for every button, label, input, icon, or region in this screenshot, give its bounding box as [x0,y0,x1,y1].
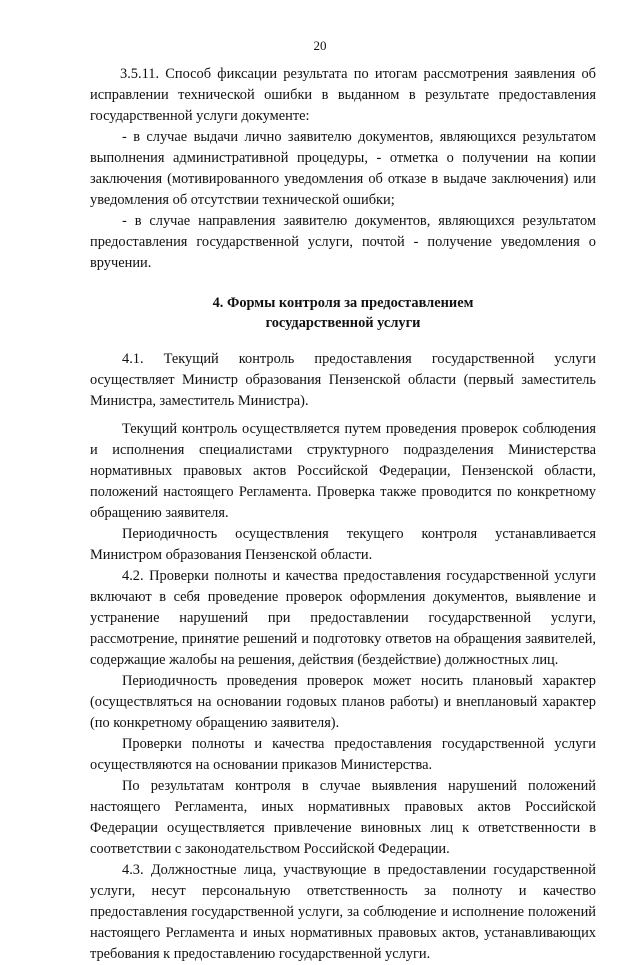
paragraph-4-2: 4.2. Проверки полноты и качества предоставления государственной услуги включают в себя проведение проверок оформления документов, выявление и устранение нарушений при предоставлении государственной услуги, рассмотрение, принятие решений и подготовку ответов на обращения заявителей, содержащие жалобы на решения, действия (бездействие) должностных лиц. [90,568,596,668]
section-heading-line-2: государственной услуги [265,315,421,331]
section-heading-line-1: 4. Формы контроля за предоставлением [212,295,474,311]
paragraph-3-5-11: 3.5.11. Способ фиксации результата по итогам рассмотрения заявления об исправлении технической ошибки в выданном в результате предоставления государственной услуги документе: [90,66,596,124]
paragraph-control-periodicity: Периодичность осуществления текущего контроля устанавливается Министром образования Пензенской области. [90,526,596,563]
document-body [90,64,596,965]
page-number: 20 [313,38,327,53]
paragraph-postal-delivery: - в случае направления заявителю документов, являющихся результатом предоставления государственной услуги, почтой - получение уведомления о вручении. [90,213,596,271]
paragraph-current-control: Текущий контроль осуществляется путем проведения проверок соблюдения и исполнения специалистами структурного подразделения Министерства нормативных правовых актов Российской Федерации, Пензенской области, положений настоящего Регламента. Проверка также проводится по конкретному обращению заявителя. [90,421,596,521]
paragraph-4-3: 4.3. Должностные лица, участвующие в предоставлении государственной услуги, несут персональную ответственность за полноту и качество предоставления государственной услуги, за соблюдение и исполнение положений настоящего Регламента и иных нормативных правовых актов, устанавливающих требования к предоставлению государственной услуги. [90,862,596,962]
paragraph-inspection-orders: Проверки полноты и качества предоставления государственной услуги осуществляются на основании приказов Министерства. [90,736,596,773]
paragraph-personal-delivery: - в случае выдачи лично заявителю документов, являющихся результатом выполнения административной процедуры, - отметка о получении на копии заключения (мотивированного уведомления об отказе в выдаче заключения) или уведомления об отсутствии технической ошибки; [90,129,596,208]
paragraph-inspection-periodicity: Периодичность проведения проверок может носить плановый характер (осуществляться на основании годовых планов работы) и внеплановый характер (по конкретному обращению заявителя). [90,673,596,731]
section-heading [90,293,596,333]
paragraph-4-1: 4.1. Текущий контроль предоставления государственной услуги осуществляет Министр образования Пензенской области (первый заместитель Министра, заместитель Министра). [90,351,596,409]
paragraph-control-results: По результатам контроля в случае выявления нарушений положений настоящего Регламента, иных нормативных правовых актов Российской Федерации осуществляется привлечение виновных лиц к ответственности в соответствии с законодательством Российской Федерации. [90,778,596,857]
